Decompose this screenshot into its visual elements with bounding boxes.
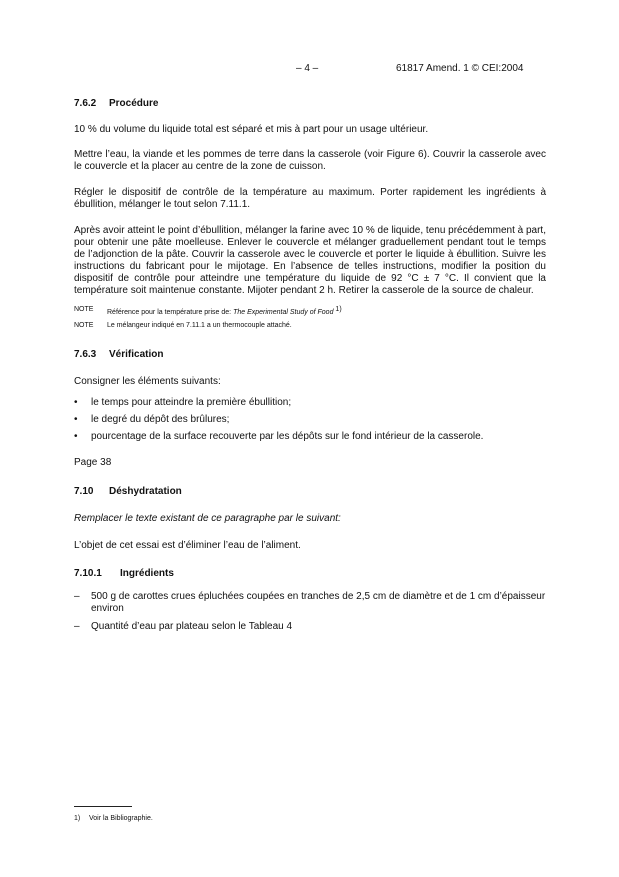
note-label: NOTE	[74, 306, 94, 313]
note-text-title: The Experimental Study of Food	[233, 309, 334, 316]
list-item	[74, 591, 546, 615]
bullet-list	[74, 397, 546, 443]
note-text: Le mélangeur indiqué en 7.11.1 a un thermocouple attaché.	[107, 322, 292, 329]
section-title: Procédure	[109, 98, 159, 109]
list-item	[74, 431, 546, 443]
list-item-text: Quantité d’eau par plateau selon le Tableau 4	[91, 621, 293, 632]
paragraph: Mettre l’eau, la viande et les pommes de terre dans la casserole (voir Figure 6). Couvrir la casserole avec le couvercle et la placer au centre de la zone de cuisson.	[74, 149, 546, 172]
list-item	[74, 397, 546, 409]
note-text-plain: Référence pour la température prise de:	[107, 309, 234, 316]
page-content	[74, 97, 546, 638]
bullet-marker: •	[74, 431, 78, 442]
paragraph: 10 % du volume du liquide total est séparé et mis à part pour un usage ultérieur.	[74, 124, 429, 135]
section-heading-7-10	[74, 485, 546, 498]
footnote-label: 1)	[74, 815, 81, 822]
page-reference: Page 38	[74, 457, 112, 468]
dash-marker: –	[74, 591, 80, 602]
dash-marker: –	[74, 621, 80, 632]
section-heading-7-6-3	[74, 348, 546, 361]
footnote-text: Voir la Bibliographie.	[89, 815, 153, 822]
list-item-text: 500 g de carottes crues épluchées coupées en tranches de 2,5 cm de diamètre et de 1 cm d’épaisseur environ	[91, 591, 546, 614]
note-text	[107, 305, 342, 318]
section-number: 7.6.3	[74, 349, 97, 360]
footnote	[74, 815, 153, 822]
section-number: 7.10.1	[74, 568, 102, 579]
section-title: Ingrédients	[120, 568, 174, 579]
paragraph: L’objet de cet essai est d’éliminer l’eau de l’aliment.	[74, 540, 301, 551]
section-title: Déshydratation	[109, 486, 182, 497]
paragraph: Régler le dispositif de contrôle de la température au maximum. Porter rapidement les ingrédients à ébullition, mélanger le tout selon 7.11.1.	[74, 187, 546, 210]
page-number: – 4 –	[296, 63, 319, 74]
paragraph: Après avoir atteint le point d’ébullition, mélanger la farine avec 10 % de liquide, tenu précédemment à part, pour obtenir une pâte moelleuse. Enlever le couvercle et mélanger graduellement pendant tout le temps de l’adjonction de la pâte. Couvrir la casserole avec le couvercle et porter le liquide à ébullition. Suivre les instructions du fabricant pour le mijotage. En l’absence de telles instructions, modifier la position du dispositif de contrôle pour atteindre une température du liquide de 92 °C ± 7 °C. Il convient que la température soit maintenue constante. Mijoter pendant 2 h. Retirer la casserole de la source de chaleur.	[74, 225, 546, 296]
list-item-text: pourcentage de la surface recouverte par les dépôts sur le fond intérieur de la casserole.	[91, 431, 484, 442]
paragraph: Consigner les éléments suivants:	[74, 376, 221, 387]
section-heading-7-10-1	[74, 567, 546, 580]
footnote-ref: 1)	[335, 306, 342, 313]
list-item-text: le degré du dépôt des brûlures;	[91, 414, 230, 425]
section-title: Vérification	[109, 349, 164, 360]
list-item	[74, 621, 546, 633]
amendment-instruction: Remplacer le texte existant de ce paragraphe par le suivant:	[74, 513, 341, 524]
bullet-marker: •	[74, 414, 78, 425]
document-reference: 61817 Amend. 1 © CEI:2004	[396, 63, 524, 74]
dash-list	[74, 591, 546, 633]
list-item-text: le temps pour atteindre la première ébullition;	[91, 397, 292, 408]
note	[74, 321, 546, 331]
section-heading-7-6-2	[74, 97, 546, 110]
bullet-marker: •	[74, 397, 78, 408]
footnote-separator	[74, 806, 132, 807]
section-number: 7.10	[74, 486, 94, 497]
note-label: NOTE	[74, 322, 94, 329]
list-item	[74, 414, 546, 426]
note	[74, 305, 546, 318]
section-number: 7.6.2	[74, 98, 97, 109]
